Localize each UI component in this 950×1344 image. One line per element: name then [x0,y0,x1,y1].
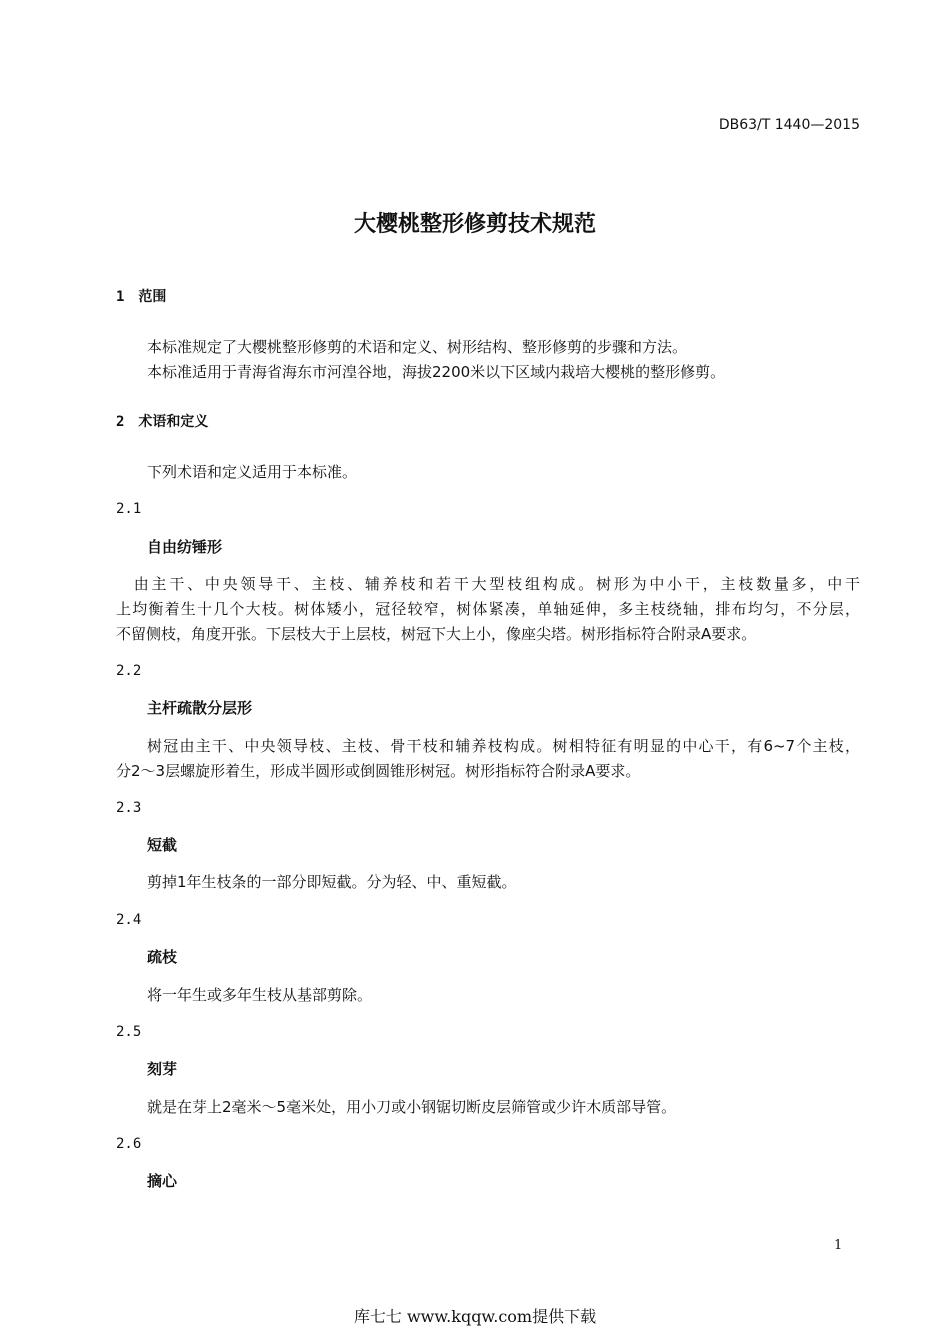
clause-number: 2.3 [116,800,142,816]
paragraph-line: 不留侧枝，角度开张。下层枝大于上层枝，树冠下大上小，像座尖塔。树形指标符合附录A要求。 [116,625,757,643]
paragraph-line: 树冠由主干、中央领导枝、主枝、骨干枝和辅养枝构成。树相特征有明显的中心干，有6~7个主枝， [147,737,860,755]
document-title: 大樱桃整形修剪技术规范 [353,212,596,237]
footer-watermark: 库七七 www.kqqw.com提供下载 [353,1307,597,1326]
paragraph-line: 下列术语和定义适用于本标准。 [147,463,358,481]
term-heading: 疏枝 [147,948,178,966]
section-1-heading: 1 范围 [116,289,167,305]
page-number: 1 [834,1238,843,1253]
clause-number: 2.6 [116,1136,142,1152]
term-heading: 摘心 [147,1172,178,1190]
term-heading: 主杆疏散分层形 [147,699,253,717]
term-heading: 自由纺锤形 [147,538,223,556]
section-2-heading: 2 术语和定义 [116,414,209,430]
clause-number: 2.2 [116,663,142,679]
paragraph-line: 剪掉1年生枝条的一部分即短截。分为轻、中、重短截。 [147,873,517,891]
term-heading: 短截 [147,836,178,854]
paragraph-line: 由主干、中央领导干、主枝、辅养枝和若干大型枝组构成。树形为中小干，主枝数量多，中干 [116,575,860,593]
paragraph-line: 上均衡着生十几个大枝。树体矮小，冠径较窄，树体紧凑，单轴延伸，多主枝绕轴，排布均匀，不分层， [116,600,860,618]
paragraph-line: 将一年生或多年生枝从基部剪除。 [147,986,373,1004]
clause-number: 2.1 [116,501,142,517]
paragraph-line: 本标准规定了大樱桃整形修剪的术语和定义、树形结构、整形修剪的步骤和方法。 [147,338,688,356]
term-heading: 刻芽 [147,1060,178,1078]
clause-number: 2.5 [116,1024,142,1040]
clause-number: 2.4 [116,912,142,928]
paragraph-line: 就是在芽上2毫米～5毫米处，用小刀或小钢锯切断皮层筛管或少许木质部导管。 [147,1098,677,1116]
paragraph-line: 分2～3层螺旋形着生，形成半圆形或倒圆锥形树冠。树形指标符合附录A要求。 [116,762,641,780]
paragraph-line: 本标准适用于青海省海东市河湟谷地，海拔2200米以下区域内栽培大樱桃的整形修剪。 [147,363,726,381]
standard-number: DB63/T 1440—2015 [718,117,860,133]
